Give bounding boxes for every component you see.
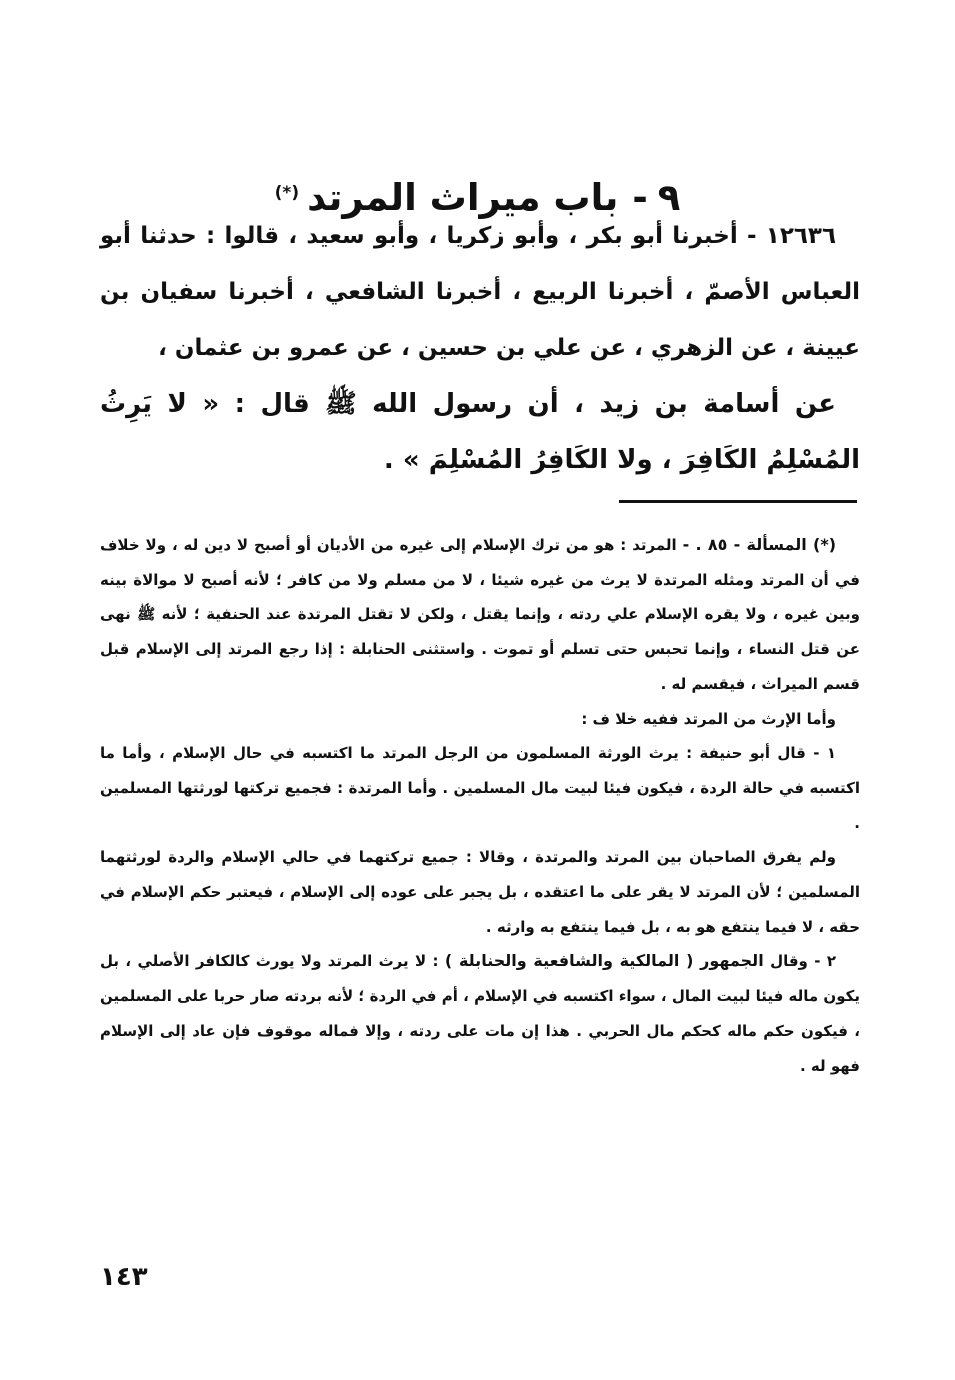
footnote-paragraph xyxy=(100,944,860,1083)
footnote-emphasis: الجمهور ( المالكية والشافعية والحنابلة ) xyxy=(444,951,764,971)
footnote-paragraph: وأما الإرث من المرتد ففيه خلا ف : xyxy=(581,709,836,728)
footnote-separator xyxy=(619,500,857,503)
hadith-matn: « لا يَرِثُ المُسْلِمُ الكَافِرَ ، ولا الكَافِرُ المُسْلِمَ » . xyxy=(100,389,860,475)
hadith-block xyxy=(100,208,860,376)
hadith-isnad-end: عن أسامة بن زيد ، أن رسول الله ﷺ قال : xyxy=(234,389,837,419)
hadith-isnad: ١٢٦٣٦ - أخبرنا أبو بكر ، وأبو زكريا ، وأبو سعيد ، قالوا : حدثنا أبو العباس الأصمّ ، أخبرنا الربيع ، أخبرنا الشافعي ، أخبرنا سفيان بن عيينة ، عن الزهري ، عن علي بن حسين ، عن عمرو بن عثمان ، xyxy=(100,223,860,361)
footnote-paragraph xyxy=(100,528,860,702)
hadith-text xyxy=(100,376,860,488)
chapter-title-text: باب ميراث المرتد xyxy=(307,175,619,219)
chapter-number: ٩ xyxy=(657,175,681,219)
footnote-paragraph: ١ - قال أبو حنيفة : يرث الورثة المسلمون من الرجل المرتد ما اكتسبه في حال الإسلام ، وأما ما اكتسبه في حالة الردة ، فيكون فيئا لبيت مال المسلمين . وأما المرتدة : فجميع تركتها لورثتها المسلمين . xyxy=(100,744,860,832)
footnotes xyxy=(100,528,860,1083)
chapter-dash: - xyxy=(632,175,648,219)
hadith-text-block xyxy=(100,376,860,488)
footnote-paragraph: ولم يفرق الصاحبان بين المرتد والمرتدة ، وقالا : جميع تركتهما في حالي الإسلام والردة لورثتهما المسلمين ؛ لأن المرتد لا يقر على ما اعتقده ، بل يجبر على عوده إلى الإسلام ، فيعتبر حكم الإسلام في حقه ، لا فيما ينتفع هو به ، بل فيما ينتفع به وارثه . xyxy=(100,848,860,936)
footnote-text: : لا يرث المرتد ولا يورث كالكافر الأصلي ، بل يكون ماله فيئا لبيت المال ، سواء اكتسبه في الإسلام ، أم في الردة ؛ لأنه بردته صار حربا على المسلمين ، فيكون حكم ماله كحكم مال الحربي . هذا إن مات على ردته ، وإلا فماله موقوف فإن عاد إلى الإسلام فهو له . xyxy=(100,952,860,1075)
footnote-marker[interactable]: (*) xyxy=(274,182,300,203)
footnote-text: ٢ - وقال xyxy=(770,952,836,971)
page-number: ١٤٣ xyxy=(100,1262,148,1292)
footnote-text: المرتد : هو من ترك الإسلام إلى غيره من الأديان أو أصبح لا دين له ، ولا خلاف في أن المرتد ومثله المرتدة لا يرث من غيره شيئا ، لا من مسلم ولا من كافر ؛ لأنه أصبح لا موالاة بينه وبين غيره ، ولا يقره الإسلام علي ردته ، وإنما يقتل ، ولكن لا تقتل المرتدة عند الحنفية ؛ لأنه ﷺ نهى عن قتل النساء ، وإنما تحبس حتى تسلم أو تموت . واستثنى الحنابلة : إذا رجع المرتد إلى الإسلام قبل قسم الميراث ، فيقسم له . xyxy=(100,536,860,693)
footnote-label: (*) المسألة - ٨٥ . - xyxy=(682,535,837,554)
